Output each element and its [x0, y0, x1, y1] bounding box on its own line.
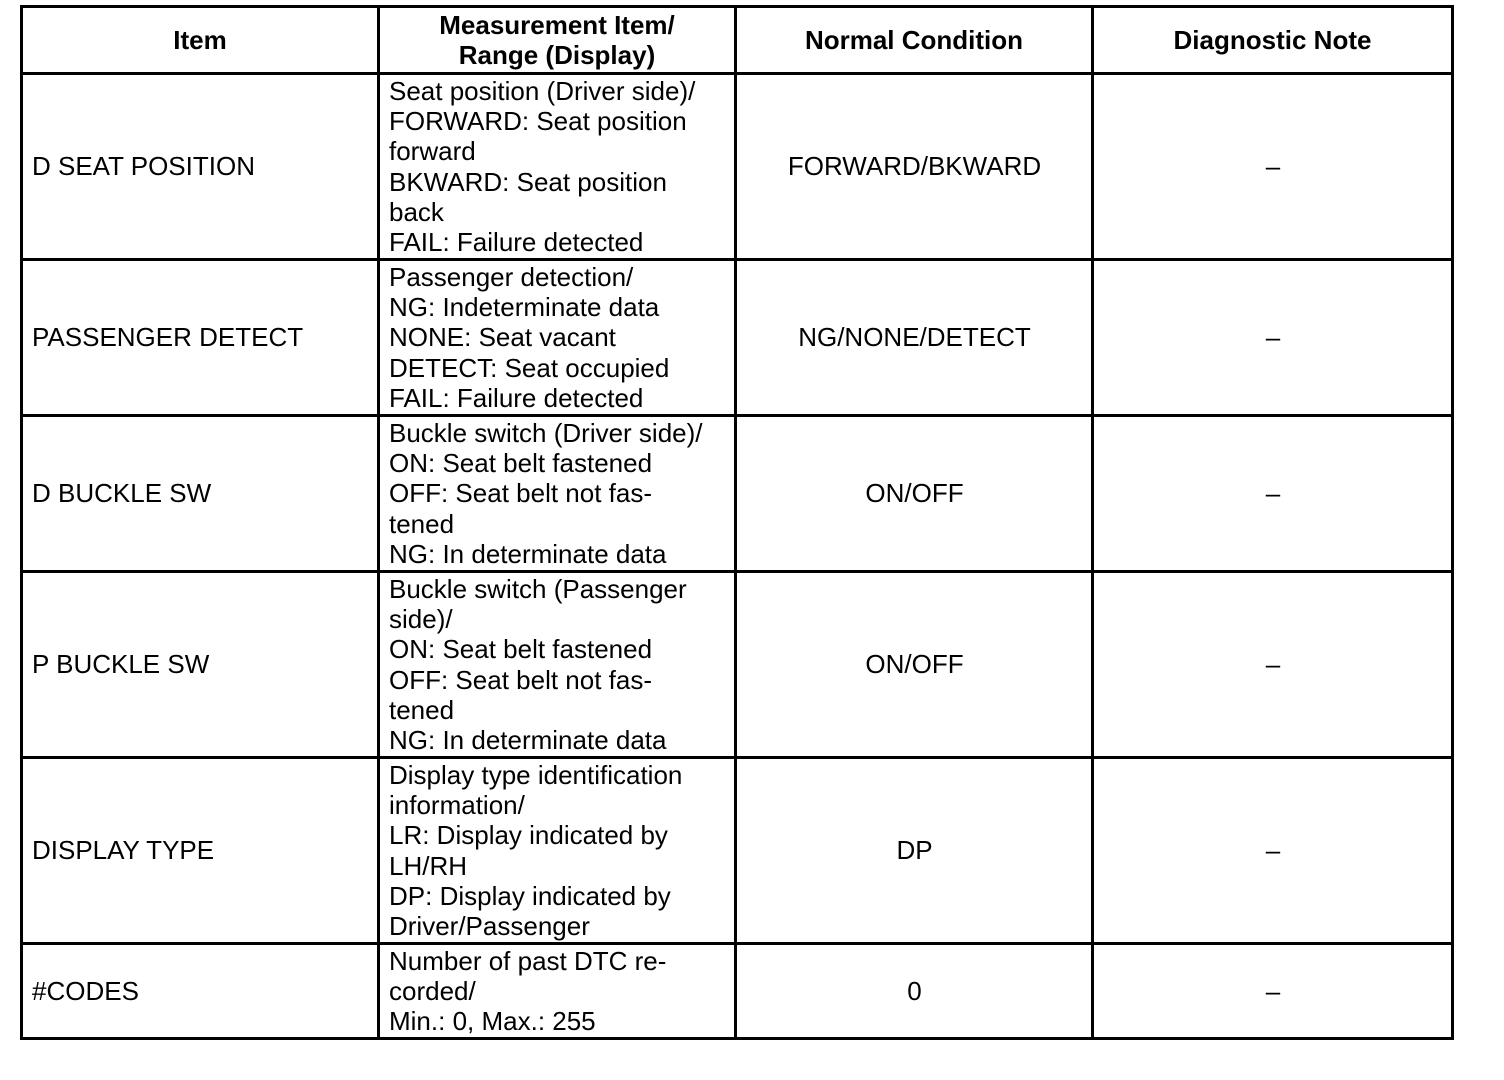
measurement-line: information/: [389, 789, 525, 820]
measurement-cell: [379, 416, 736, 572]
measurement-line: LH/RH: [389, 850, 468, 881]
diagnostic-data-table: [20, 5, 1454, 1040]
measurement-line: forward: [389, 136, 476, 167]
measurement-cell: [379, 74, 736, 260]
measurement-line: Display type identification: [389, 759, 683, 790]
measurement-line: tened: [389, 694, 455, 725]
table-row: [22, 74, 1453, 260]
normal-condition-cell: ON/OFF: [736, 572, 1093, 758]
measurement-line: OFF: Seat belt not fas-: [389, 478, 652, 509]
measurement-cell: [379, 572, 736, 758]
measurement-line: NG: Indeterminate data: [389, 292, 660, 323]
measurement-line: ON: Seat belt fastened: [389, 448, 653, 479]
measurement-line: back: [389, 196, 444, 227]
measurement-cell: [379, 260, 736, 416]
item-cell: PASSENGER DETECT: [22, 260, 379, 416]
measurement-line: side)/: [389, 603, 453, 634]
measurement-line: Passenger detection/: [389, 261, 634, 292]
measurement-line: Driver/Passenger: [389, 911, 590, 942]
measurement-line: NG: In determinate data: [389, 725, 667, 756]
normal-condition-cell: 0: [736, 944, 1093, 1039]
measurement-line: Buckle switch (Driver side)/: [389, 417, 703, 448]
measurement-line: FAIL: Failure detected: [389, 227, 644, 258]
table-row: [22, 758, 1453, 944]
diagnostic-note-cell: –: [1093, 416, 1453, 572]
normal-condition-cell: ON/OFF: [736, 416, 1093, 572]
measurement-cell: [379, 758, 736, 944]
measurement-line: DETECT: Seat occupied: [389, 352, 670, 383]
measurement-line: OFF: Seat belt not fas-: [389, 664, 652, 695]
normal-condition-cell: FORWARD/BKWARD: [736, 74, 1093, 260]
table-row: [22, 260, 1453, 416]
item-cell: D BUCKLE SW: [22, 416, 379, 572]
measurement-line: Buckle switch (Passenger: [389, 573, 687, 604]
diagnostic-note-cell: –: [1093, 758, 1453, 944]
diagnostic-note-cell: –: [1093, 944, 1453, 1039]
measurement-line: BKWARD: Seat position: [389, 166, 667, 197]
header-diagnostic-note: Diagnostic Note: [1093, 7, 1453, 74]
header-measurement-line: Measurement Item/: [439, 10, 675, 40]
item-cell: DISPLAY TYPE: [22, 758, 379, 944]
measurement-line: Number of past DTC re-: [389, 945, 667, 976]
normal-condition-cell: NG/NONE/DETECT: [736, 260, 1093, 416]
measurement-line: DP: Display indicated by: [389, 880, 671, 911]
table-row: [22, 572, 1453, 758]
measurement-line: NONE: Seat vacant: [389, 322, 616, 353]
measurement-line: Seat position (Driver side)/: [389, 75, 696, 106]
table-row: [22, 416, 1453, 572]
normal-condition-cell: DP: [736, 758, 1093, 944]
item-cell: P BUCKLE SW: [22, 572, 379, 758]
measurement-line: Min.: 0, Max.: 255: [389, 1006, 596, 1037]
header-normal-condition: Normal Condition: [736, 7, 1093, 74]
header-row: [22, 7, 1453, 74]
measurement-cell: [379, 944, 736, 1039]
item-cell: D SEAT POSITION: [22, 74, 379, 260]
header-measurement: [379, 7, 736, 74]
measurement-line: NG: In determinate data: [389, 538, 667, 569]
measurement-line: ON: Seat belt fastened: [389, 634, 653, 665]
diagnostic-note-cell: –: [1093, 260, 1453, 416]
header-measurement-line: Range (Display): [458, 40, 656, 70]
header-item: Item: [22, 7, 379, 74]
measurement-line: tened: [389, 508, 455, 539]
table-row: [22, 944, 1453, 1039]
diagnostic-note-cell: –: [1093, 74, 1453, 260]
measurement-line: corded/: [389, 975, 476, 1006]
diagnostic-note-cell: –: [1093, 572, 1453, 758]
measurement-line: FORWARD: Seat position: [389, 105, 687, 136]
item-cell: #CODES: [22, 944, 379, 1039]
measurement-line: FAIL: Failure detected: [389, 382, 644, 413]
measurement-line: LR: Display indicated by: [389, 820, 668, 851]
